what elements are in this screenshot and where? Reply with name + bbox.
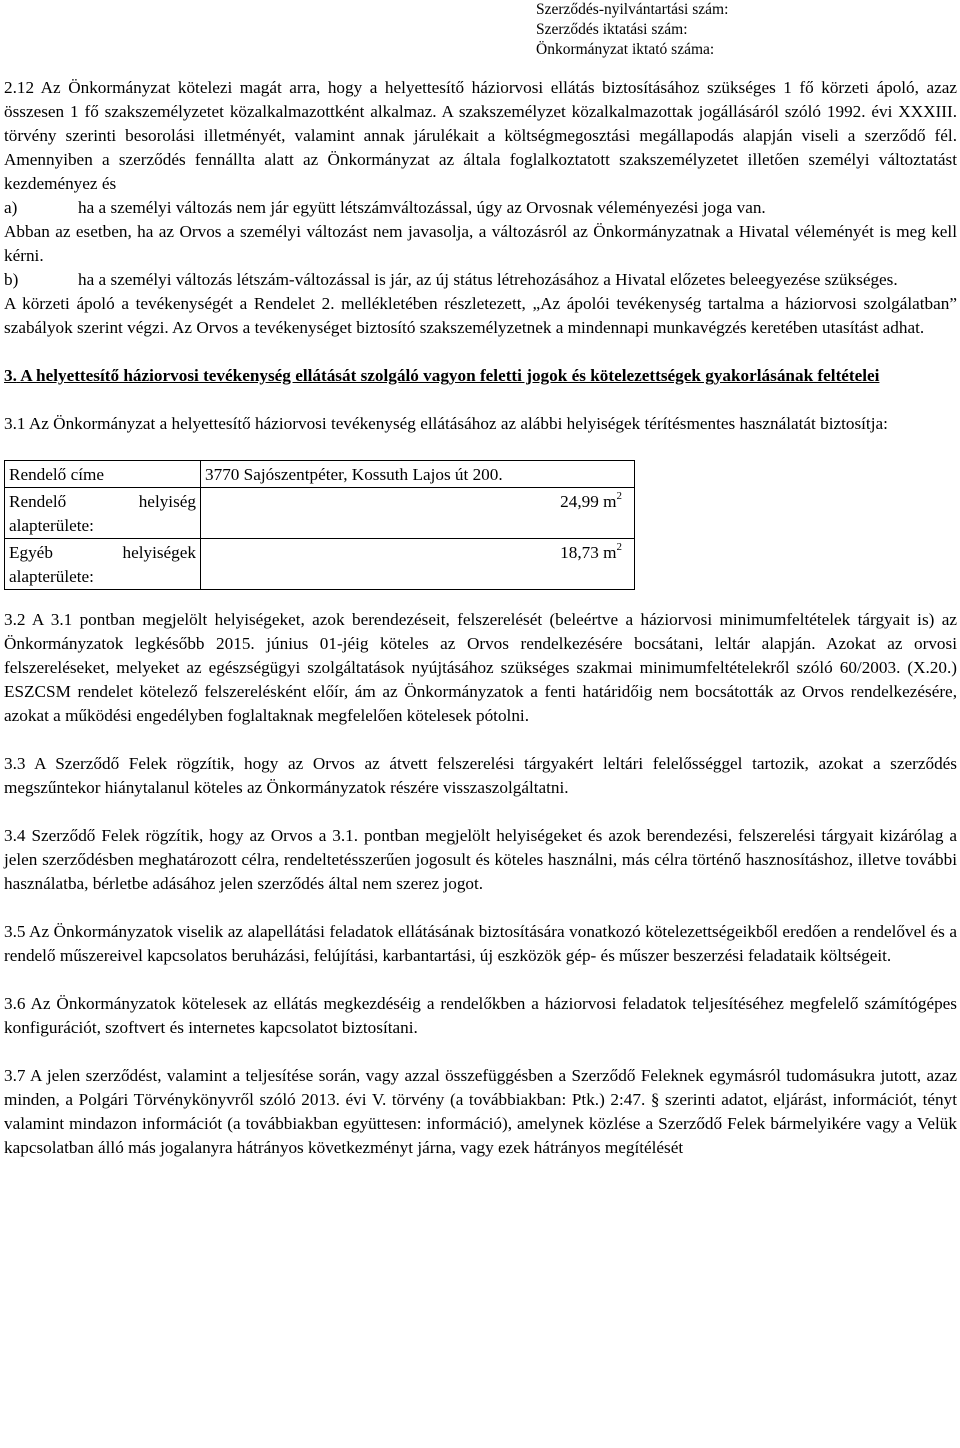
paragraph-3-6: 3.6 Az Önkormányzatok kötelesek az ellátás megkezdéséig a rendelőkben a háziorvosi feladatok teljesítéséhez megfelelő számítógépes konfigurációt, szoftvert és internetes kapcsolatot biztosítani.	[4, 994, 957, 1037]
list-item-text: ha a személyi változás létszám-változással is jár, az új státus létrehozásához a Hivatal előzetes beleegyezése szükséges.	[78, 270, 898, 289]
paragraph-abban: Abban az esetben, ha az Orvos a személyi változást nem javasolja, a változásról az Önkormányzatnak a Hivatal véleményét is meg kell kérni.	[4, 222, 957, 265]
table-cell-label: Rendelő címe	[5, 461, 201, 488]
contract-filing-number-label: Szerződés iktatási szám:	[536, 21, 688, 38]
table-row	[5, 539, 635, 590]
paragraph-3-4: 3.4 Szerződő Felek rögzítik, hogy az Orvos a 3.1. pontban megjelölt helyiségeket és azok berendezési, felszerelési tárgyait kizárólag a jelen szerződésben meghatározott célra, rendeltetésszerűen jogosult és köteles használni, más célra történő hasznosításhoz, illetve további használatba, bérletbe adásához jelen szerződés által nem szerez jogot.	[4, 826, 957, 893]
list-item-label: b)	[4, 270, 19, 289]
table-row	[5, 461, 635, 488]
area-unit-exponent: 2	[616, 541, 622, 554]
paragraph-korzeti-apolo: A körzeti ápoló a tevékenységét a Rendelet 2. mellékletében részletezett, „Az ápolói tevékenység tartalma a háziorvosi szolgálatban” szabályok szerint végzi. Az Orvos a tevékenységet biztosító szakszemélyzetnek a mindennapi munkavégzés keretében utasítást adhat.	[4, 294, 957, 337]
document-body	[4, 76, 957, 1160]
section-3-heading	[4, 364, 957, 388]
table-cell-value: 3770 Sajószentpéter, Kossuth Lajos út 200.	[201, 461, 635, 488]
list-item-a	[4, 196, 957, 220]
area-value: 24,99 m	[560, 492, 617, 511]
paragraph-3-2: 3.2 A 3.1 pontban megjelölt helyiségeket, azok berendezéseit, felszerelését (beleértve a háziorvosi minimumfeltételek tárgyait is) az Önkormányzatok legkésőbb 2015. június 01-jéig köteles az Orvos rendelkezésére bocsátani, leltár alapján. Azokat az orvosi felszereléseket, melyeket az egészségügyi szolgáltatások nyújtásához szükséges szakmai minimumfeltételekről szóló 60/2003. (X.20.) ESZCSM rendelet kötelező felszerelésként előír, ám az Önkormányzatok a fenti határidőig nem bocsátották az Orvos rendelkezésére, azokat a működési engedélyben foglaltaknak megfelelően kötelesek pótolni.	[4, 610, 957, 725]
area-unit-exponent: 2	[616, 490, 622, 503]
section-number: 3.	[4, 366, 17, 385]
table-cell-label: Egyéb helyiségek alapterülete:	[5, 539, 201, 590]
table-row	[5, 488, 635, 539]
municipality-filing-number-label: Önkormányzat iktató száma:	[536, 41, 715, 58]
table-cell-label: Rendelő helyiség alapterülete:	[5, 488, 201, 539]
contract-register-number-label: Szerződés-nyilvántartási szám:	[536, 1, 729, 18]
section-title: A helyettesítő háziorvosi tevékenység ellátását szolgáló vagyon feletti jogok és kötelezettségek gyakorlásának feltételei	[20, 366, 880, 385]
list-item-b	[4, 268, 957, 292]
table-cell-value	[201, 488, 635, 539]
paragraph-3-7: 3.7 A jelen szerződést, valamint a teljesítése során, vagy azzal összefüggésben a Szerződő Feleknek egymásról tudomásukra jutott, azaz minden, a Polgári Törvénykönyvről szóló 2013. évi V. törvény (a továbbiakban: Ptk.) 2:47. § szerinti adatot, eljárást, információt, tényt valamint mindazon információt (a továbbiakban együttesen: információ), amelynek közlése a Szerződő Felek bármelyikére vagy a Velük kapcsolatban álló más jogalanyra hátrányos következményt járna, vagy ezek hátrányos megítélését	[4, 1066, 957, 1157]
premises-table	[4, 460, 635, 590]
paragraph-3-1: 3.1 Az Önkormányzat a helyettesítő háziorvosi tevékenység ellátásához az alábbi helyiségek térítésmentes használatát biztosítja:	[4, 414, 888, 433]
area-value: 18,73 m	[560, 543, 617, 562]
list-item-label: a)	[4, 198, 18, 217]
paragraph-3-5: 3.5 Az Önkormányzatok viselik az alapellátási feladatok ellátásának biztosítására vonatkozó kötelezettségeikből eredően a rendelővel és a rendelő műszereivel kapcsolatos beruházási, felújítási, karbantartási, új eszközök gép- és műszer beszerzési feladataik költségeit.	[4, 922, 957, 965]
registration-block	[536, 0, 728, 60]
paragraph-3-3: 3.3 A Szerződő Felek rögzítik, hogy az Orvos az átvett felszerelési tárgyakért leltári felelősséggel tartozik, azokat a szerződés megszűntekor hiánytalanul köteles az Önkormányzatok részére visszaszolgáltatni.	[4, 754, 957, 797]
table-cell-value	[201, 539, 635, 590]
paragraph-2-12: 2.12 Az Önkormányzat kötelezi magát arra, hogy a helyettesítő háziorvosi ellátás biztosításához szükséges 1 fő körzeti ápoló, azaz összesen 1 fő szakszemélyzetet közalkalmazottként alkalmaz. A szakszemélyzet közalkalmazottak jogállásáról szóló 1992. évi XXXIII. törvény szerinti besorolási illetményét, valamint annak járulékait a költségmegosztási megállapodás alapján viseli a szerződő fél. Amennyiben a szerződés fennállta alatt az Önkormányzat az általa foglalkoztatott szakszemélyzetet illetően személyi változtatást kezdeményez és	[4, 78, 957, 193]
list-item-text: ha a személyi változás nem jár együtt létszámváltozással, úgy az Orvosnak véleményezési joga van.	[78, 198, 766, 217]
